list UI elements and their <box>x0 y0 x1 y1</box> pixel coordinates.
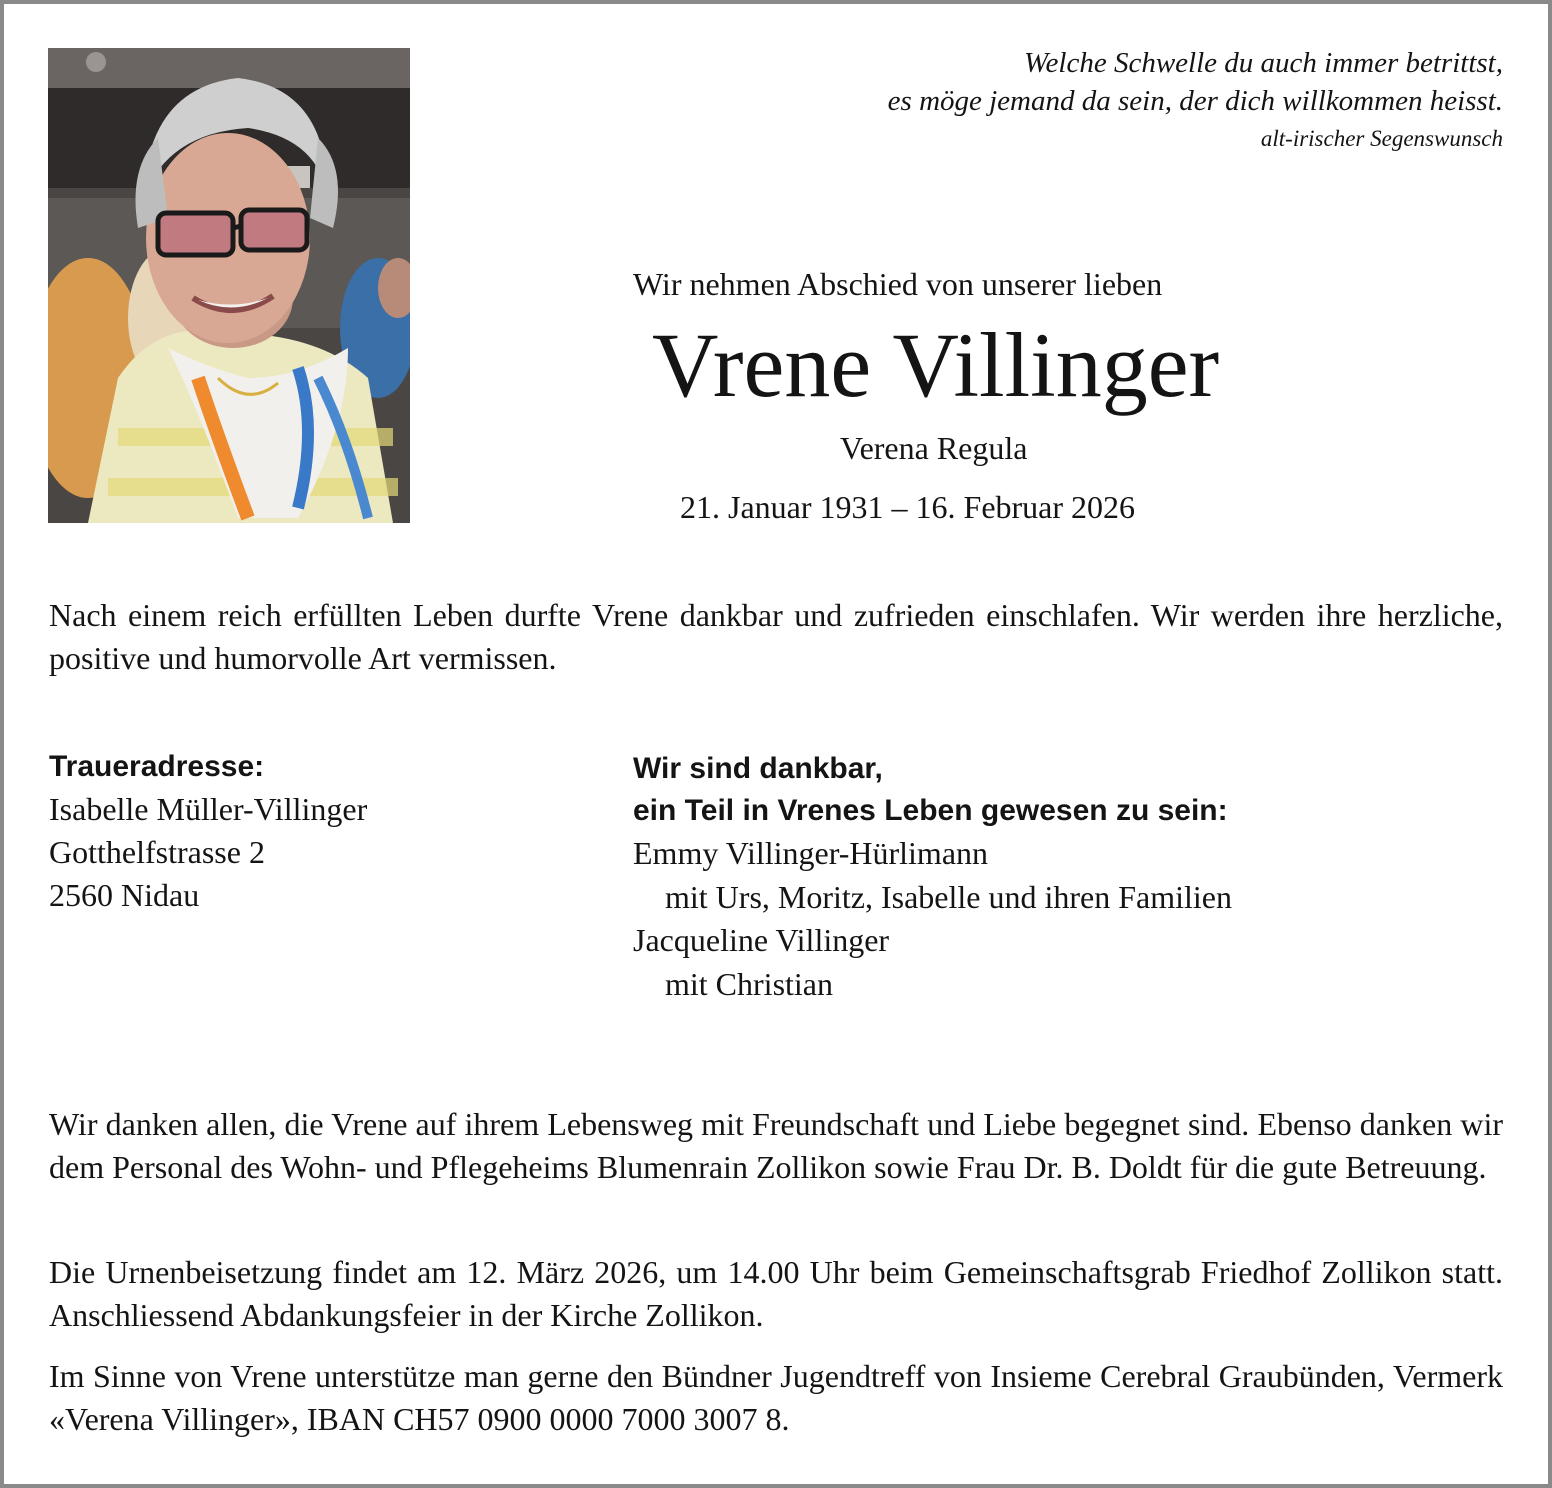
portrait-photo <box>48 48 410 523</box>
given-names: Verena Regula <box>840 430 1028 466</box>
family-member: Jacqueline Villinger <box>633 922 890 958</box>
address-line: Isabelle Müller-Villinger <box>49 791 368 827</box>
life-dates: 21. Januar 1931 – 16. Februar 2026 <box>680 489 1136 525</box>
family-member: Emmy Villinger-Hürlimann <box>633 835 989 871</box>
donation-paragraph: Im Sinne von Vrene unterstütze man gerne den Bündner Jugendtreff von Insieme Cerebral Graubünden, Vermerk «Verena Villinger», IBAN CH57 0900 0000 7000 3007 8. <box>49 1358 1503 1437</box>
family-member-sub: mit Christian <box>665 965 833 1002</box>
tribute-paragraph: Nach einem reich erfüllten Leben durfte Vrene dankbar und zufrieden einschlafen. Wir werden ihre herzliche, positive und humorvolle Art vermissen. <box>49 597 1503 676</box>
family-member-sub: mit Urs, Moritz, Isabelle und ihren Familien <box>665 878 1232 915</box>
motto-line-2: es möge jemand da sein, der dich willkommen heisst. <box>887 85 1503 117</box>
family-heading-line-1: Wir sind dankbar, <box>633 752 883 785</box>
family-list <box>633 748 1232 1006</box>
family-heading-line-2: ein Teil in Vrenes Leben gewesen zu sein: <box>633 794 1228 827</box>
motto <box>888 44 1503 154</box>
motto-line-1: Welche Schwelle du auch immer betrittst, <box>1024 47 1503 79</box>
address-line: 2560 Nidau <box>49 877 200 913</box>
address-line: Gotthelfstrasse 2 <box>49 834 265 870</box>
intro-line: Wir nehmen Abschied von unserer lieben <box>633 266 1163 302</box>
ceremony-paragraph: Die Urnenbeisetzung findet am 12. März 2026, um 14.00 Uhr beim Gemeinschaftsgrab Friedhof Zollikon statt. Anschliessend Abdankungsfeier in der Kirche Zollikon. <box>49 1254 1503 1333</box>
motto-source: alt-irischer Segenswunsch <box>1260 126 1503 151</box>
thanks-paragraph: Wir danken allen, die Vrene auf ihrem Lebensweg mit Freundschaft und Liebe begegnet sind. Ebenso danken wir dem Personal des Wohn- und Pflegeheims Blumenrain Zollikon sowie Frau Dr. B. Doldt für die gute Betreuung. <box>49 1106 1503 1185</box>
mourning-address <box>49 746 367 917</box>
deceased-name: Vrene Villinger <box>652 314 1220 416</box>
address-heading: Traueradresse: <box>49 750 265 783</box>
